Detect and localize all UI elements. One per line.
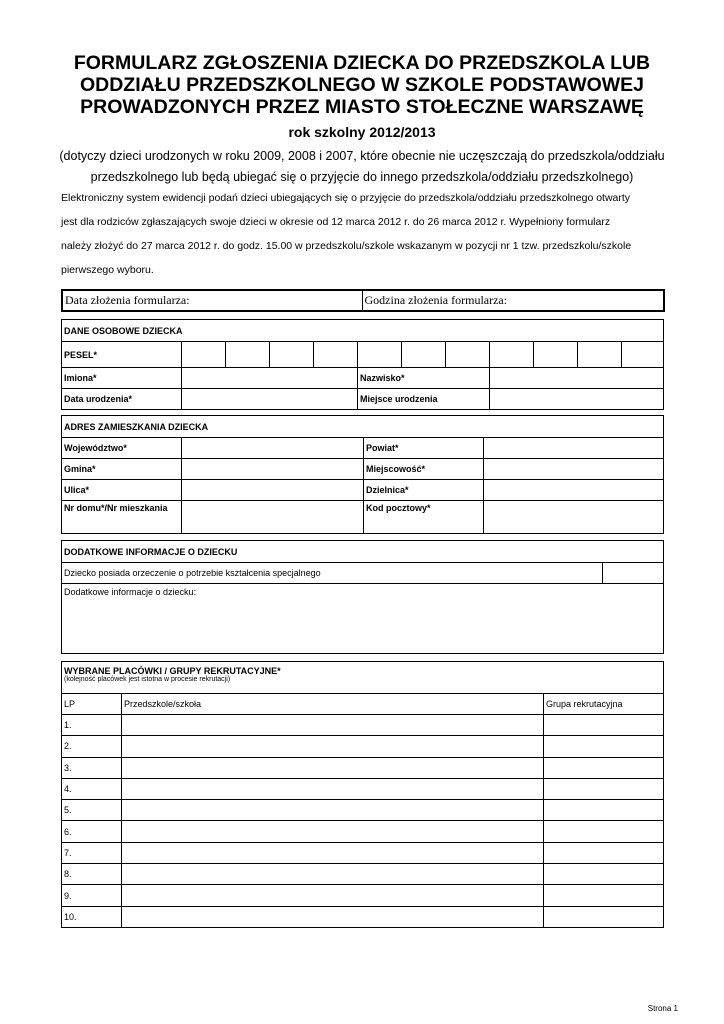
- group-field[interactable]: [544, 842, 664, 863]
- title-line: ODDZIAŁU PRZEDSZKOLNEGO W SZKOLE PODSTAWOWEJ: [79, 74, 645, 96]
- intro-line: jest dla rodziców zgłaszających swoje dzieci w okresie od 12 marca 2012 r. do 26 marca 2012 r. Wypełniony formularz: [61, 216, 611, 228]
- house-no-label: Nr domu*/Nr mieszkania: [62, 501, 182, 534]
- row-number: 4.: [62, 778, 122, 799]
- note-line: (dotyczy dzieci urodzonych w roku 2009, 2008 i 2007, które obecnie nie uczęszczają do przedszkola/oddziału: [59, 149, 665, 163]
- school-field[interactable]: [122, 885, 544, 906]
- row-number: 9.: [62, 885, 122, 906]
- pesel-digit-box[interactable]: [270, 342, 314, 368]
- additional-info-table: [61, 540, 664, 654]
- page-number: Strona 1: [647, 1004, 678, 1013]
- birth-date-label: Data urodzenia*: [62, 389, 182, 410]
- personal-data-table: [61, 319, 664, 410]
- district-label: Dzielnica*: [364, 480, 484, 501]
- submission-time-field[interactable]: Godzina złożenia formularza:: [362, 290, 664, 311]
- school-field[interactable]: [122, 757, 544, 778]
- pesel-digit-box[interactable]: [446, 342, 490, 368]
- birth-date-field[interactable]: [182, 389, 358, 410]
- birth-place-label: Miejsce urodzenia: [358, 389, 490, 410]
- school-field[interactable]: [122, 715, 544, 736]
- postal-code-label: Kod pocztowy*: [364, 501, 484, 534]
- school-year: rok szkolny 2012/2013: [288, 124, 436, 140]
- row-number: 6.: [62, 821, 122, 842]
- street-label: Ulica*: [62, 480, 182, 501]
- note-line: przedszkolnego lub będą ubiegać się o przyjęcie do innego przedszkola/oddziału przedszkolnego): [90, 170, 634, 184]
- town-label: Miejscowość*: [364, 459, 484, 480]
- first-names-field[interactable]: [182, 368, 358, 389]
- address-table: [61, 415, 664, 534]
- submission-date-field[interactable]: Data złożenia formularza:: [62, 290, 362, 311]
- intro-line: Elektroniczny system ewidencji podań dzieci ubiegających się o przyjęcie do przedszkola/oddziału przedszkolnego otwarty: [61, 192, 631, 204]
- commune-label: Gmina*: [62, 459, 182, 480]
- first-names-label: Imiona*: [62, 368, 182, 389]
- intro-line: należy złożyć do 27 marca 2012 r. do godz. 15.00 w przedszkolu/szkole wskazanym w pozycji nr 1 tzw. przedszkolu/szkole: [61, 240, 632, 252]
- group-field[interactable]: [544, 906, 664, 927]
- submission-table: [61, 289, 665, 312]
- group-field[interactable]: [544, 757, 664, 778]
- eligibility-note: [40, 146, 684, 188]
- surname-label: Nazwisko*: [358, 368, 490, 389]
- title-line: PROWADZONYCH PRZEZ MIASTO STOŁECZNE WARSZAWĘ: [80, 96, 644, 118]
- group-field[interactable]: [544, 885, 664, 906]
- pesel-digit-box[interactable]: [226, 342, 270, 368]
- row-number: 5.: [62, 800, 122, 821]
- row-number: 1.: [62, 715, 122, 736]
- row-number: 8.: [62, 864, 122, 885]
- institutions-heading-cell: [62, 662, 664, 694]
- postal-code-field[interactable]: [484, 501, 664, 534]
- row-number: 3.: [62, 757, 122, 778]
- group-field[interactable]: [544, 821, 664, 842]
- pesel-digit-box[interactable]: [402, 342, 446, 368]
- voivodeship-field[interactable]: [182, 438, 364, 459]
- institutions-table: [61, 661, 664, 928]
- pesel-digit-box[interactable]: [358, 342, 402, 368]
- group-field[interactable]: [544, 800, 664, 821]
- additional-info-field[interactable]: Dodatkowe informacje o dziecku:: [62, 584, 664, 654]
- pesel-digit-box[interactable]: [314, 342, 358, 368]
- intro-line: pierwszego wyboru.: [61, 264, 154, 276]
- voivodeship-label: Województwo*: [62, 438, 182, 459]
- row-number: 10.: [62, 906, 122, 927]
- address-heading: ADRES ZAMIESZKANIA DZIECKA: [62, 416, 664, 438]
- special-education-label: Dziecko posiada orzeczenie o potrzebie kształcenia specjalnego: [62, 563, 603, 584]
- pesel-digit-box[interactable]: [622, 342, 664, 368]
- additional-heading: DODATKOWE INFORMACJE O DZIECKU: [62, 541, 664, 563]
- group-field[interactable]: [544, 864, 664, 885]
- school-field[interactable]: [122, 864, 544, 885]
- col-lp-header: LP: [62, 694, 122, 715]
- personal-heading: DANE OSOBOWE DZIECKA: [62, 320, 664, 342]
- school-field[interactable]: [122, 736, 544, 757]
- house-no-field[interactable]: [182, 501, 364, 534]
- title-line: FORMULARZ ZGŁOSZENIA DZIECKA DO PRZEDSZKOLA LUB: [73, 52, 651, 74]
- institutions-heading: WYBRANE PLACÓWKI / GRUPY REKRUTACYJNE*: [64, 666, 281, 676]
- col-school-header: Przedszkole/szkoła: [122, 694, 544, 715]
- school-field[interactable]: [122, 778, 544, 799]
- institutions-subheading: (kolejność placówek jest istotna w procesie rekrutacji): [64, 676, 231, 683]
- group-field[interactable]: [544, 736, 664, 757]
- special-education-checkbox[interactable]: [603, 563, 664, 584]
- row-number: 7.: [62, 842, 122, 863]
- surname-field[interactable]: [490, 368, 664, 389]
- town-field[interactable]: [484, 459, 664, 480]
- intro-paragraph: [61, 186, 664, 282]
- birth-place-field[interactable]: [490, 389, 664, 410]
- pesel-digit-box[interactable]: [578, 342, 622, 368]
- district-field[interactable]: [484, 480, 664, 501]
- school-field[interactable]: [122, 906, 544, 927]
- pesel-digit-box[interactable]: [490, 342, 534, 368]
- commune-field[interactable]: [182, 459, 364, 480]
- col-group-header: Grupa rekrutacyjna: [544, 694, 664, 715]
- county-field[interactable]: [484, 438, 664, 459]
- pesel-digit-box[interactable]: [534, 342, 578, 368]
- school-field[interactable]: [122, 821, 544, 842]
- row-number: 2.: [62, 736, 122, 757]
- school-field[interactable]: [122, 842, 544, 863]
- street-field[interactable]: [182, 480, 364, 501]
- group-field[interactable]: [544, 715, 664, 736]
- pesel-digit-box[interactable]: [182, 342, 226, 368]
- county-label: Powiat*: [364, 438, 484, 459]
- school-field[interactable]: [122, 800, 544, 821]
- form-title: [40, 52, 684, 118]
- pesel-label: PESEL*: [62, 342, 182, 368]
- group-field[interactable]: [544, 778, 664, 799]
